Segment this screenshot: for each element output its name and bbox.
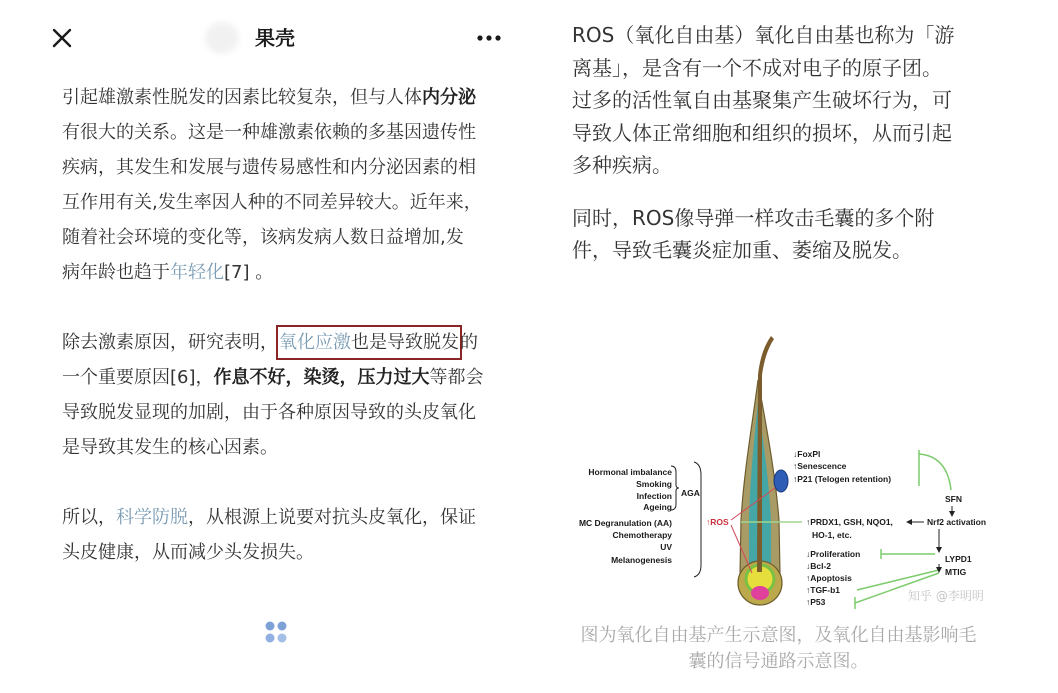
highlight-box [278, 327, 460, 358]
hair-follicle-drawing [738, 336, 788, 605]
aga-bracket [671, 466, 679, 510]
text: 病年龄也趋于 [62, 262, 170, 283]
paragraph-1-line [62, 80, 484, 115]
paragraph-1-line: 互作用有关,发生率因人种的不同差异较大。近年来， [62, 192, 482, 213]
close-icon[interactable] [52, 28, 72, 48]
paragraph-1-line: 疾病，其发生和发展与遗传易感性和内分泌因素的相 [62, 157, 476, 178]
more-icon[interactable] [476, 31, 502, 45]
paragraph-3-line: 头皮健康，从而减少头发损失。 [62, 542, 314, 563]
label-effect: ↑P53 [806, 597, 826, 607]
green-line-to-sfn [919, 454, 951, 490]
keyword-link[interactable]: 年轻化 [170, 262, 224, 283]
label-effect: ↑TGF-b1 [806, 585, 840, 595]
paragraph-1-line: 随着社会环境的变化等，该病发病人数日益增加,发 [62, 227, 464, 248]
text: 引起雄激素性脱发的因素比较复杂，但与人体 [62, 87, 422, 108]
avatar [205, 22, 239, 54]
text: 除去激素原因，研究表明， [62, 332, 278, 353]
label-ros: ↑ROS [706, 517, 729, 527]
reference-text: [7] 。 [224, 262, 274, 283]
label-cause: Melanogenesis [611, 555, 672, 565]
page-title: 果壳 [255, 26, 295, 50]
label-cause: MC Degranulation (AA) [578, 518, 672, 528]
text: 所以， [62, 507, 116, 528]
article-body-left [62, 80, 484, 570]
paragraph-line: 离基」，是含有一个不成对电子的原子团。 [572, 55, 942, 80]
causes-bracket [694, 462, 701, 577]
paragraph-3-line [62, 500, 484, 535]
caption-line: 图为氧化自由基产生示意图，及氧化自由基影响毛 [580, 625, 977, 646]
text: 等都会 [429, 367, 484, 388]
paragraph-line: ROS（氧化自由基）氧化自由基也称为「游 [572, 23, 955, 47]
paragraph-ros-definition [572, 19, 954, 182]
paragraph-line: 过多的活性氧自由基聚集产生破坏行为，可 [572, 88, 952, 112]
paragraph-2-line [62, 360, 484, 395]
label-cause: UV [660, 542, 672, 552]
label-cause: Infection [636, 491, 672, 501]
label-effect: ↓FoxPl [793, 449, 821, 459]
paragraph-line: 件，导致毛囊炎症加重、萎缩及脱发。 [572, 238, 912, 262]
paragraph-2-line: 是导致其发生的核心因素。 [62, 437, 278, 458]
four-dots-icon[interactable] [264, 620, 288, 644]
label-effect: ↑P21 (Telogen retention) [793, 474, 892, 484]
label-effect: ↑Senescence [793, 461, 847, 471]
paragraph-2-line: 导致脱发显现的加剧，由于各种原因导致的头皮氧化 [62, 402, 476, 423]
paragraph-2-line [62, 325, 484, 360]
paragraph-1-line [62, 255, 484, 290]
ros-pathway-figure [555, 330, 1025, 615]
caption-line: 囊的信号通路示意图。 [688, 651, 869, 672]
paragraph-line: 导致人体正常细胞和组织的损坏，从而引起 [572, 120, 952, 145]
paragraph-ros-attack [572, 202, 954, 267]
keyword-link[interactable]: 氧化应激 [279, 332, 351, 353]
label-cause: Hormonal imbalance [588, 467, 672, 477]
bold-text: 作息不好，染烫，压力过大 [213, 367, 430, 388]
article-body-right [572, 19, 954, 267]
label-nrf2: Nrf2 activation [927, 517, 987, 527]
label-sfn: SFN [945, 494, 962, 504]
paragraph-line: 同时，ROS像导弹一样攻击毛囊的多个附 [572, 205, 935, 230]
article-screen-left [0, 0, 520, 693]
figure-caption [560, 623, 997, 675]
keyword-link[interactable]: 科学防脱 [116, 507, 188, 528]
label-cause: Ageing [643, 502, 672, 512]
bold-text: 内分泌 [422, 87, 476, 108]
text: 的 [460, 332, 478, 353]
label-effect: ↑Apoptosis [806, 573, 852, 583]
label-effect: ↓Bcl-2 [806, 561, 832, 571]
text: 也是导致脱发 [351, 332, 459, 353]
label-mtig: MTIG [945, 567, 967, 577]
label-effect: ↓Proliferation [806, 549, 861, 559]
text: ，从根源上说要对抗头皮氧化，保证 [188, 507, 476, 528]
watermark: 知乎 @李明明 [908, 589, 984, 603]
paragraph-line: 多种疾病。 [572, 153, 672, 177]
label-effect: ↑PRDX1, GSH, NQO1, [806, 517, 893, 527]
label-cause: Smoking [636, 479, 672, 489]
text: 一个重要原因[6]， [62, 367, 214, 388]
label-cause: Chemotherapy [612, 530, 672, 540]
label-aga: AGA [681, 488, 700, 498]
label-lypd1: LYPD1 [945, 554, 972, 564]
paragraph-1-line: 有很大的关系。这是一种雄激素依赖的多基因遗传性 [62, 122, 476, 143]
label-effect: HO-1, etc. [812, 530, 852, 540]
